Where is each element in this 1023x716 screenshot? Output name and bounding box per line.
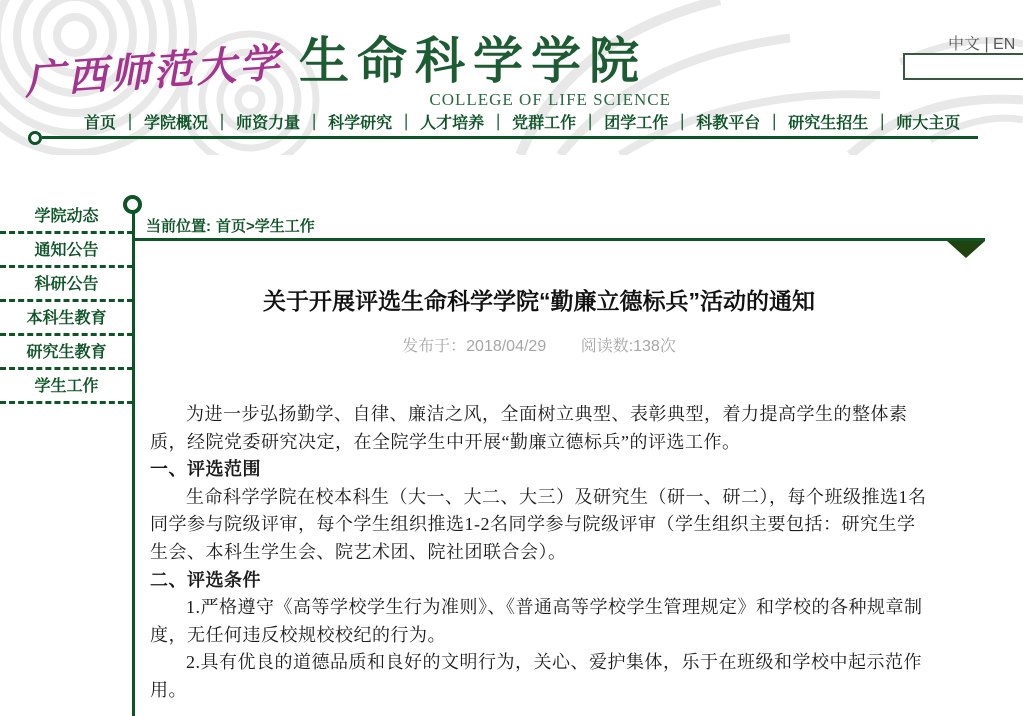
sidebar-item-research-notices[interactable]: 科研公告	[0, 268, 133, 302]
breadcrumb-underline	[133, 238, 985, 241]
nav-underline	[42, 136, 978, 139]
breadcrumb-home-link[interactable]: 首页	[216, 218, 247, 235]
nav-separator: ｜	[674, 115, 691, 132]
language-switch[interactable]: 中文 | EN	[948, 36, 1016, 53]
article-paragraph: 1.严格遵守《高等学校学生行为准则》、《普通高等学校学生管理规定》和学校的各种规章制度，无任何违反校规校校纪的行为。	[150, 597, 923, 645]
nav-separator: ｜	[398, 115, 415, 132]
nav-item-research[interactable]: 科学研究	[328, 115, 393, 132]
nav-separator: ｜	[490, 115, 507, 132]
view-count: 阅读数:138次	[580, 338, 676, 355]
nav-item-youth-league-work[interactable]: 团学工作	[604, 115, 669, 132]
college-subtitle: COLLEGE OF LIFE SCIENCE	[429, 90, 671, 109]
nav-separator: ｜	[214, 115, 231, 132]
nav-item-talent-training[interactable]: 人才培养	[420, 115, 485, 132]
breadcrumb-separator: >	[246, 218, 255, 235]
nav-item-graduate-admissions[interactable]: 研究生招生	[788, 115, 869, 132]
article-body	[150, 401, 928, 705]
nav-separator: ｜	[874, 115, 891, 132]
sidebar-item-student-affairs[interactable]: 学生工作	[0, 370, 133, 404]
section-heading-scope: 一、评选范围	[150, 459, 261, 480]
nav-item-home[interactable]: 首页	[84, 115, 117, 132]
college-title: 生命科学学院	[299, 33, 647, 89]
nav-separator: ｜	[122, 115, 139, 132]
college-title-block	[299, 33, 671, 110]
article-paragraph: 生命科学学院在校本科生（大一、大二、大三）及研究生（研一、研二），每个班级推选1名同学参与院级评审，每个学生组织推选1-2名同学参与院级评审（学生组织主要包括：研究生学生会、本科生学生会、院艺术团、院社团联合会）。	[150, 486, 927, 562]
sidebar-item-college-news[interactable]: 学院动态	[0, 200, 133, 234]
nav-item-teaching-platform[interactable]: 科教平台	[696, 115, 761, 132]
publish-date: 发布于：2018/04/29	[402, 338, 547, 355]
down-triangle-ornament	[947, 241, 985, 258]
nav-item-overview[interactable]: 学院概况	[144, 115, 209, 132]
sidebar	[0, 200, 133, 404]
sidebar-item-graduate-education[interactable]: 研究生教育	[0, 336, 133, 370]
breadcrumb-current-link[interactable]: 学生工作	[254, 218, 315, 235]
nav-separator: ｜	[582, 115, 599, 132]
nav-item-faculty[interactable]: 师资力量	[236, 115, 301, 132]
nav-item-university-home[interactable]: 师大主页	[896, 115, 961, 132]
search-input[interactable]	[903, 53, 1023, 80]
article-title: 关于开展评选生命科学学院“勤廉立德标兵”活动的通知	[263, 288, 815, 314]
sidebar-ring-ornament	[123, 195, 142, 214]
article-paragraph: 为进一步弘扬勤学、自律、廉洁之风，全面树立典型、表彰典型，着力提高学生的整体素质，经院党委研究决定，在全院学生中开展“勤廉立德标兵”的评选工作。	[150, 404, 908, 452]
main-nav	[84, 110, 960, 133]
sidebar-item-notices[interactable]: 通知公告	[0, 234, 133, 268]
breadcrumb	[146, 215, 315, 236]
sidebar-item-undergraduate-education[interactable]: 本科生教育	[0, 302, 133, 336]
article-meta	[150, 333, 928, 356]
nav-separator: ｜	[306, 115, 323, 132]
nav-item-party-work[interactable]: 党群工作	[512, 115, 577, 132]
university-logo: 广西师范大学	[22, 39, 284, 104]
nav-separator: ｜	[766, 115, 783, 132]
article-paragraph: 2.具有优良的道德品质和良好的文明行为，关心、爱护集体，乐于在班级和学校中起示范作用。	[150, 652, 922, 700]
breadcrumb-label: 当前位置:	[146, 218, 211, 235]
nav-ring-ornament	[28, 131, 42, 145]
section-heading-criteria: 二、评选条件	[150, 569, 261, 590]
